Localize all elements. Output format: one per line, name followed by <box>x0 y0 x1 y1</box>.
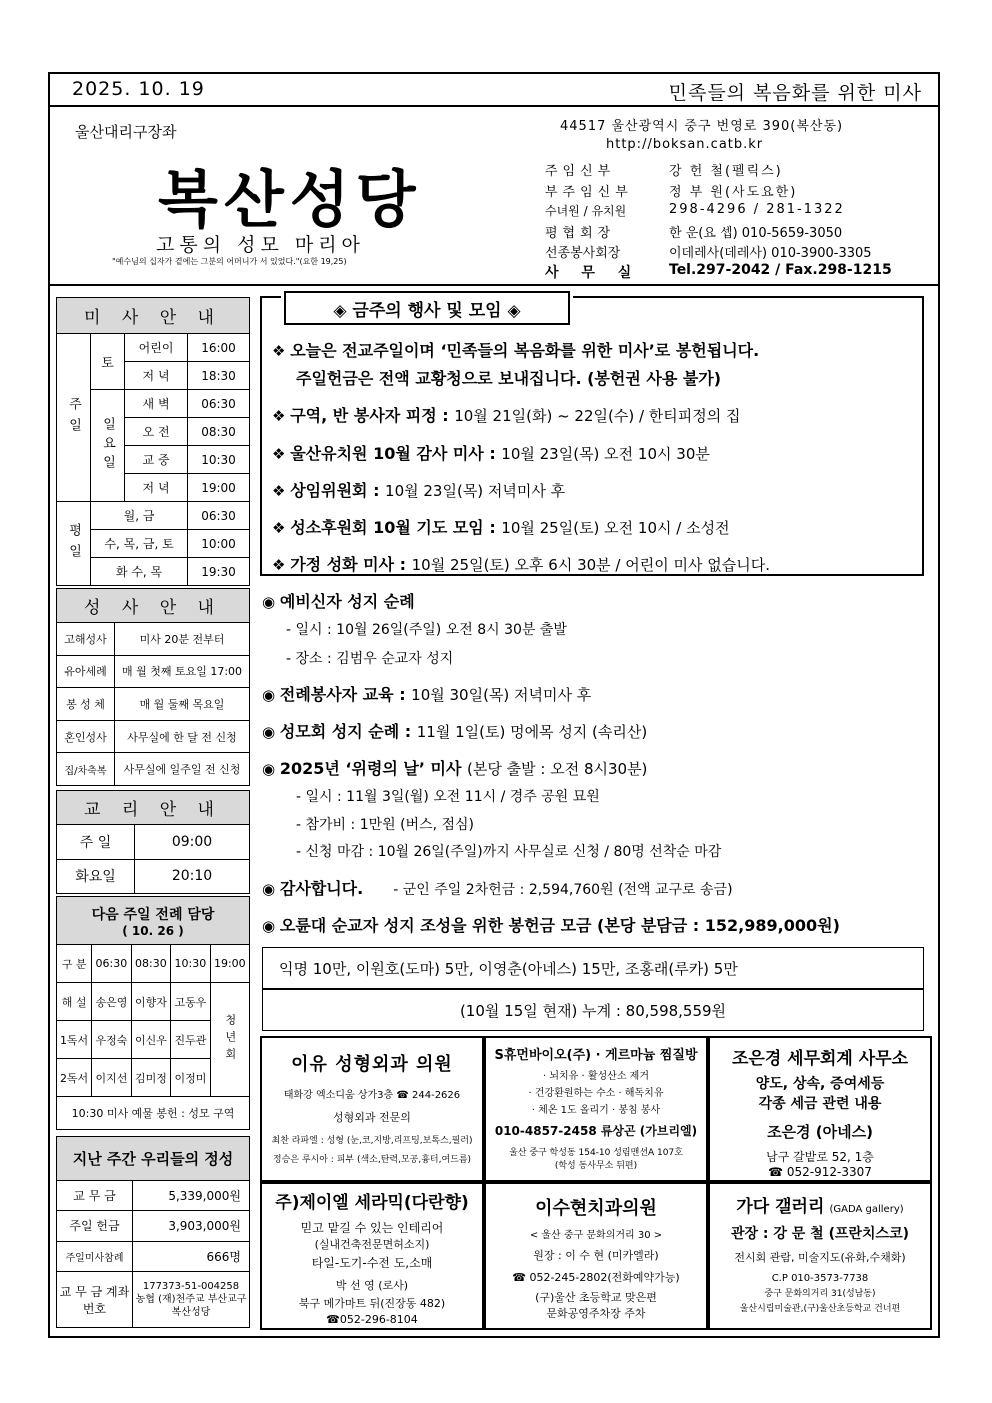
notice-item: ◉ 감사합니다. - 군인 주일 2차헌금 : 2,594,760원 (전액 교구로 송금) <box>262 879 733 898</box>
mass-table: 미 사 안 내 주일 토 어린이 16:00 저 녁 18:30 일요일 새 벽 06:30 오 전 08:30 교 중 10:30 저 녁 19:00 평일 월, 금 06:30 수, 목, 금, 토 10:00 화 수, 목 19:30 <box>56 297 250 586</box>
patron: 고통의 성모 마리아 <box>156 234 365 256</box>
header-divider <box>48 105 940 107</box>
event-item: ❖ 오늘은 전교주일이며 ‘민족들의 복음화를 위한 미사’로 봉헌됩니다. <box>272 341 760 360</box>
notice-item: ◉ 2025년 ‘위령의 날’ 미사 (본당 출발 : 오전 8시30분) <box>262 759 648 778</box>
staff-row: 선종봉사회장 이데레사(데레사) 010-3900-3305 <box>545 246 872 261</box>
sacrament-table: 성 사 안 내 고해성사 미사 20분 전부터 유아세례 매 월 첫째 토요일 17:00 봉 성 체 매 월 둘째 목요일 혼인성사 사무실에 한 달 전 신청 집/차축복 사무실에 일주일 전 신청 <box>56 588 250 786</box>
liturgy-table: 다음 주일 전례 담당 ( 10. 26 ) 구 분 06:30 08:30 10:30 19:00 해 설 송은영 이향자 고동우 청년회 1독서 우정숙 이신우 진두관 2독서 이지선 김미정 이정미 10:30 미사 예물 봉헌 : 성모 구역 <box>56 896 250 1130</box>
masthead-divider <box>48 284 940 286</box>
ad-bio: S휴먼바이오(주) · 게르마늄 찜질방 · 뇌치유 · 활성산소 제거 · 건강환원하는 수소 · 해독치유 · 체온 1도 올리기 · 봉침 봉사 010-4857-2458 류상곤 (가브리엘) 울산 중구 학성동 154-10 성림맨션A 107호 (학성 동사무소 뒤편) <box>484 1036 708 1182</box>
notice-sub: - 신청 마감 : 10월 26일(주일)까지 사무실로 신청 / 80명 선착순 마감 <box>296 844 722 860</box>
website-link[interactable]: http://boksan.catb.kr <box>606 137 764 152</box>
mass-title: 민족들의 복음화를 위한 미사 <box>668 82 922 104</box>
notice-item: ◉ 예비신자 성지 순례 <box>262 592 415 611</box>
ad-clinic: 이유 성형외과 의원 태화강 엑소디움 상가3층 ☎ 244-2626 성형외과 전문의 최찬 라파엘 : 성형 (눈,코,지방,리프팅,보톡스,필러) 정승은 루시아 : 피부 (색소,탄력,모공,흉터,여드름) <box>260 1036 484 1182</box>
doctrine-table: 교 리 안 내 주 일 09:00 화요일 20:10 <box>56 790 250 894</box>
ad-dental: 이수현치과의원 < 울산 중구 문화의거리 30 > 원장 : 이 수 현 (미카엘라) ☎ 052-245-2802(전화예약가능) (구)울산 초등학교 맞은편 문화공영주차장 주차 <box>484 1182 708 1330</box>
quote: "예수님의 십자가 곁에는 그분의 어머니가 서 있었다."(요한 19,25) <box>112 257 347 266</box>
event-item: ❖ 성소후원회 10월 기도 모임 : 10월 25일(토) 오전 10시 / 소성전 <box>272 518 730 537</box>
staff-row: 사 무 실 Tel.297-2042 / Fax.298-1215 <box>545 262 892 281</box>
notice-item: ◉ 성모회 성지 순례 : 11월 1일(토) 멍에목 성지 (속리산) <box>262 722 648 741</box>
event-item: ❖ 구역, 반 봉사자 피정 : 10월 21일(화) ~ 22일(수) / 한티피정의 집 <box>272 406 741 425</box>
address: 44517 울산광역시 중구 번영로 390(복산동) <box>560 119 844 134</box>
notice-item: ◉ 전례봉사자 교육 : 10월 30일(목) 저녁미사 후 <box>262 685 592 704</box>
notice-sub: - 일시 : 11월 3일(월) 오전 11시 / 경주 공원 묘원 <box>296 789 600 805</box>
donation-total: (10월 15일 현재) 누계 : 80,598,559원 <box>262 989 924 1031</box>
staff-row: 부주임신부 정 부 원(사도요한) <box>545 185 798 200</box>
donor-list: 익명 10만, 이원호(도마) 5만, 이영춘(아네스) 15만, 조홍래(루카) 5만 <box>262 947 924 989</box>
staff-row: 평협회장 한 운(요 셉) 010-5659-3050 <box>545 226 843 241</box>
ad-gallery: 가다 갤러리 (GADA gallery) 관장 : 강 문 철 (프란치스코) 전시회 관람, 미술지도(유화,수채화) C.P 010-3573-7738 중구 문화의거리 31(성남동) 울산시립미술관,(구)울산초등학교 건너편 <box>708 1182 932 1330</box>
staff-row: 수녀원 / 유치원 298-4296 / 281-1322 <box>545 202 845 218</box>
ad-tax: 조은경 세무회계 사무소 양도, 상속, 증여세등 각종 세금 관련 내용 조은경 (아네스) 남구 갈밭로 52, 1층 ☎ 052-912-3307 <box>708 1036 932 1182</box>
church-name: 복산성당 <box>158 163 422 236</box>
events-title: ◈ 금주의 행사 및 모임 ◈ <box>284 291 570 325</box>
event-item: ❖ 울산유치원 10월 감사 미사 : 10월 23일(목) 오전 10시 30분 <box>272 444 710 463</box>
diocese: 울산대리구장좌 <box>75 123 177 141</box>
staff-row: 주임신부 강 헌 철(펠릭스) <box>545 164 783 179</box>
notice-sub: - 장소 : 김범우 순교자 성지 <box>286 651 454 667</box>
issue-date: 2025. 10. 19 <box>72 78 205 100</box>
notice-sub: - 일시 : 10월 26일(주일) 오전 8시 30분 출발 <box>286 622 567 638</box>
event-item: ❖ 가정 성화 미사 : 10월 25일(토) 오후 6시 30분 / 어린이 미사 없습니다. <box>272 555 770 574</box>
ad-ceramic: 주)제이엘 세라믹(다란향) 믿고 맡길 수 있는 인테리어 (실내건축전문면허소지) 타일-도기-수전 도,소매 박 선 영 (로사) 북구 메가마트 뒤(진장동 482) ☎052-296-8104 <box>260 1182 484 1330</box>
event-item: ❖ 상임위원회 : 10월 23일(목) 저녁미사 후 <box>272 481 566 500</box>
notice-sub: - 참가비 : 1만원 (버스, 점심) <box>296 817 475 833</box>
mass-title: 미 사 안 내 <box>57 298 250 334</box>
event-item: 주일헌금은 전액 교황청으로 보내집니다. (봉헌권 사용 불가) <box>296 369 722 388</box>
finance-table: 지난 주간 우리들의 정성 교 무 금 5,339,000원 주일 헌금 3,903,000원 주일미사참례 666명 교 무 금 계좌번호 177373-51-004258 농협 (재)천주교 부산교구 복산성당 <box>56 1136 250 1328</box>
notice-item: ◉ 오륜대 순교자 성지 조성을 위한 봉헌금 모금 (본당 분담금 : 152,989,000원) <box>262 916 840 935</box>
